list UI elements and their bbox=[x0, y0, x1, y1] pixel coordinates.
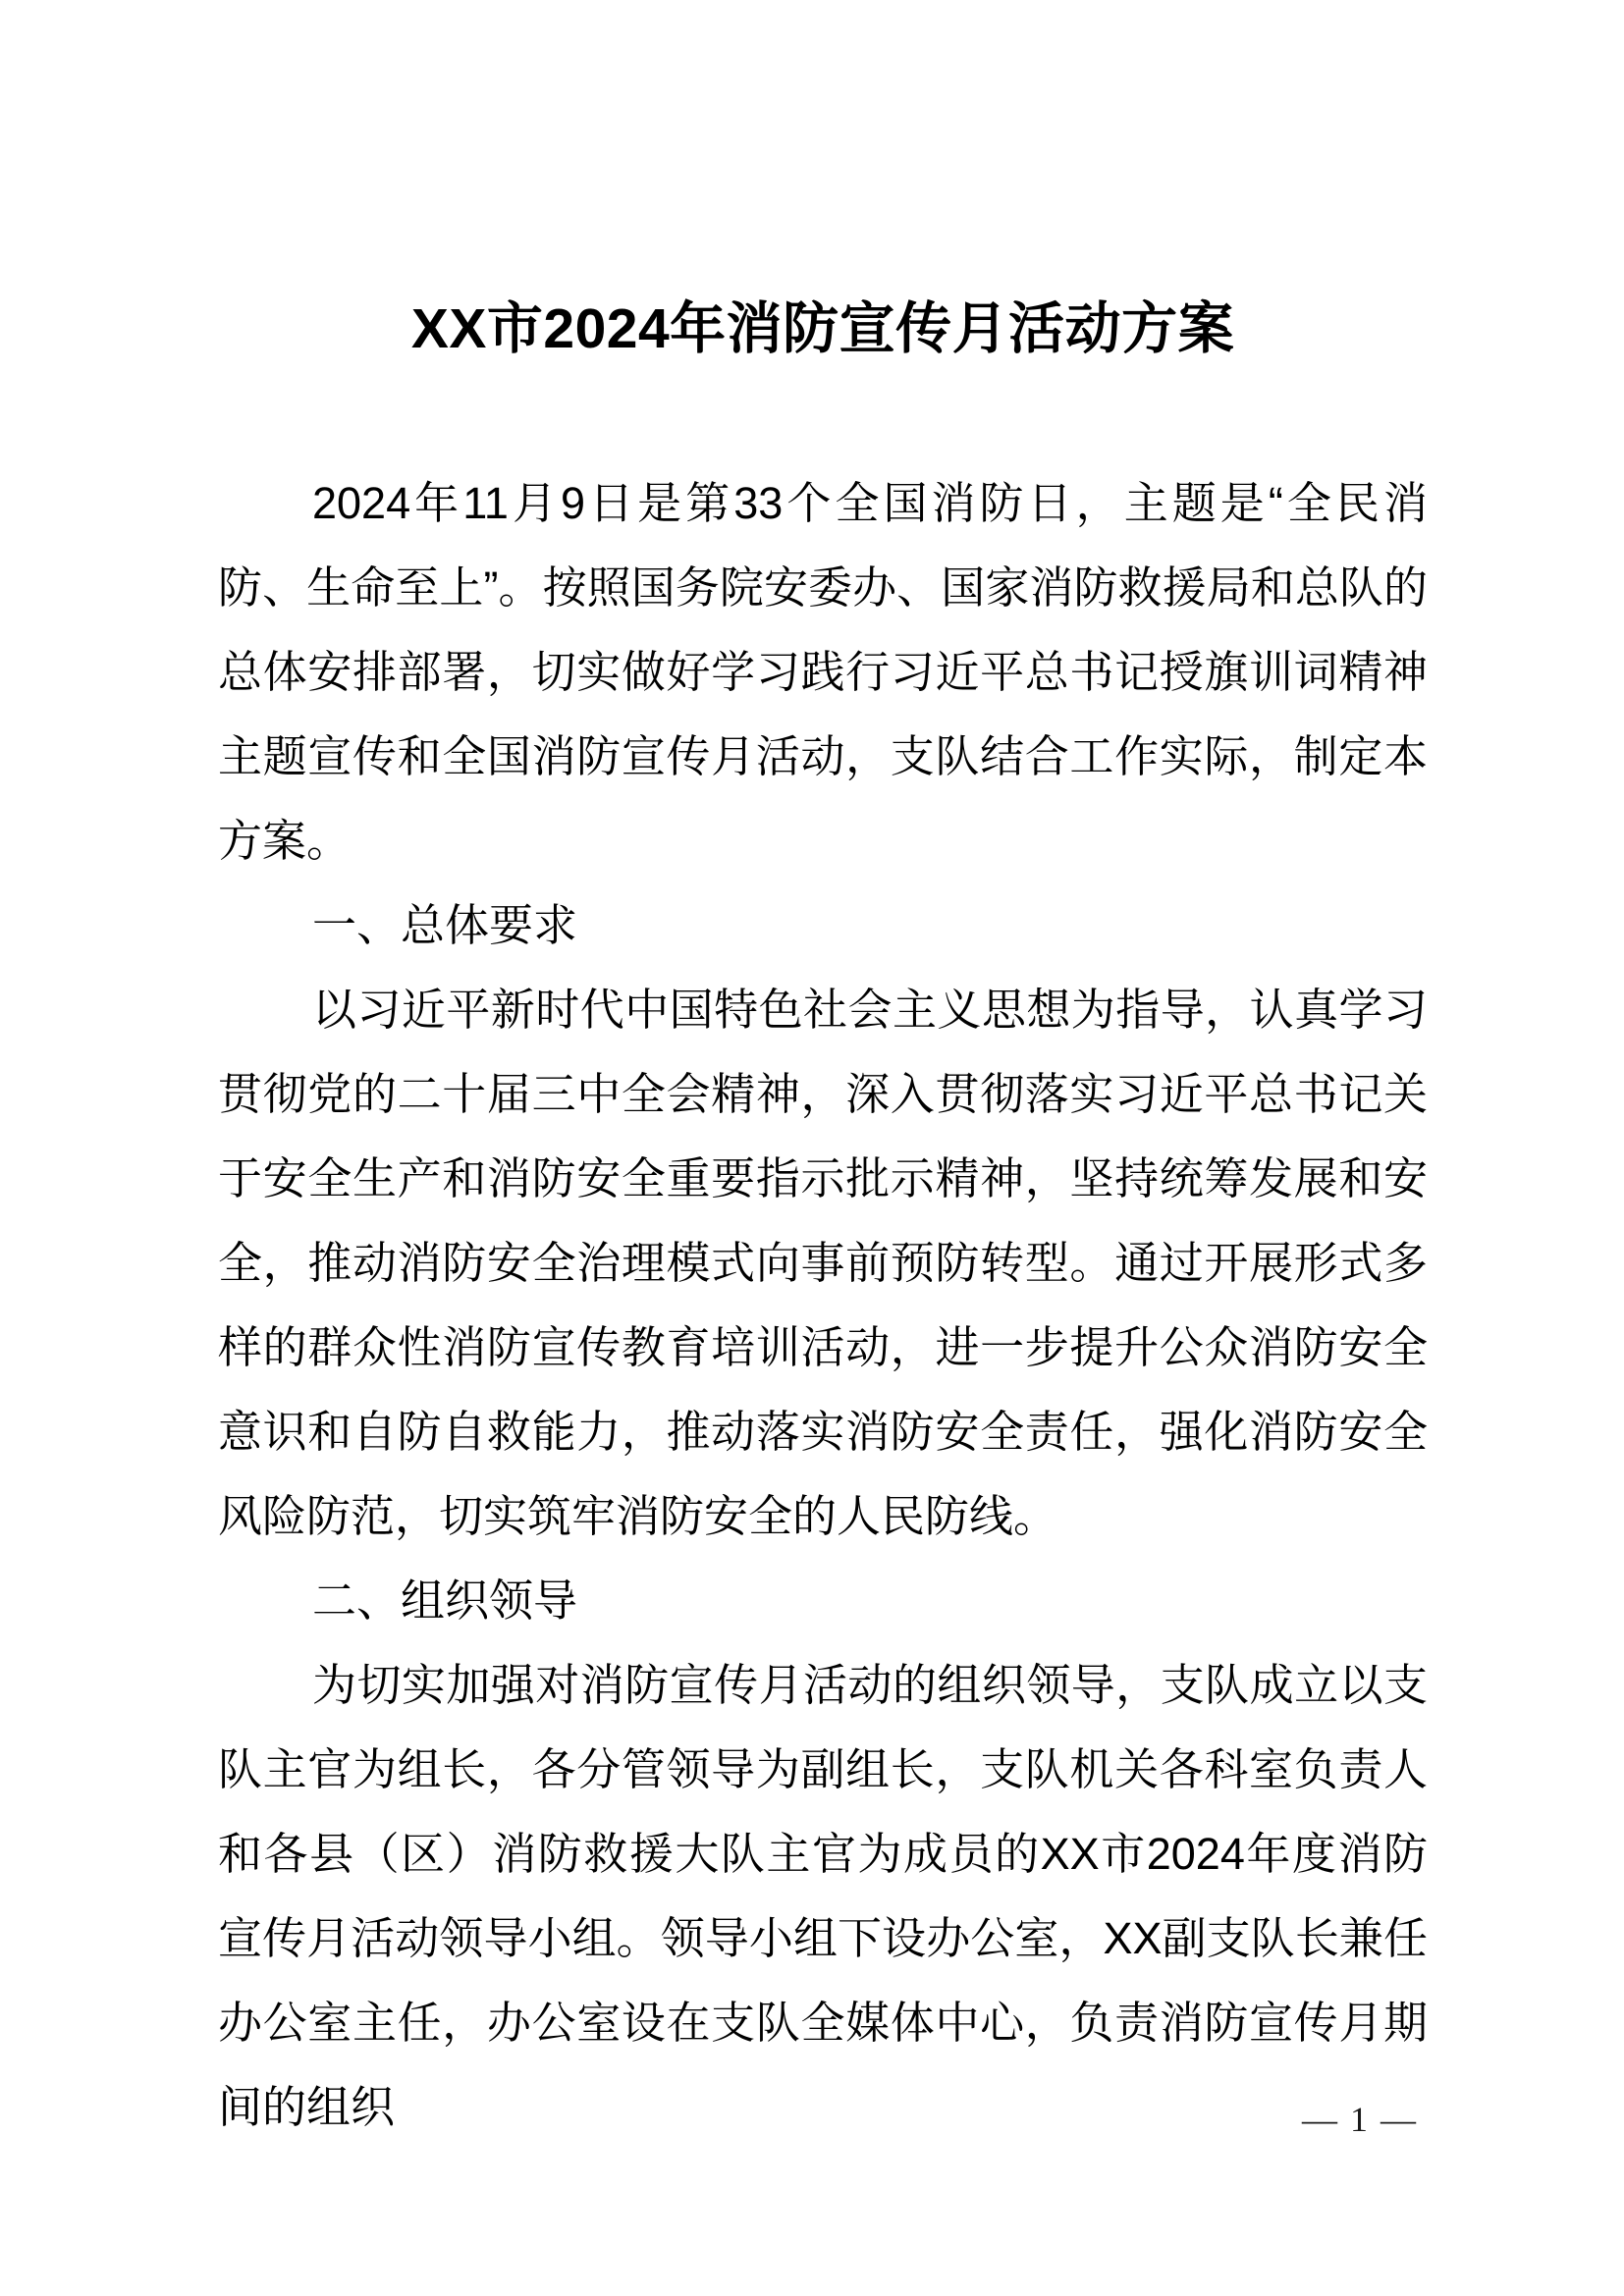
section-paragraph-1: 以习近平新时代中国特色社会主义思想为指导，认真学习贯彻党的二十届三中全会精神，深入贯彻落实习近平总书记关于安全生产和消防安全重要指示批示精神，坚持统筹发展和安全，推动消防安全治理模式向事前预防转型。通过开展形式多样的群众性消防宣传教育培训活动，进一步提升公众消防安全意识和自防自救能力，推动落实消防安全责任，强化消防安全风险防范，切实筑牢消防安全的人民防线。 bbox=[218, 985, 1428, 1541]
intro-paragraph: 2024年11月9日是第33个全国消防日，主题是“全民消防、生命至上”。按照国务院安委办、国家消防救援局和总队的总体安排部署，切实做好学习践行习近平总书记授旗训词精神主题宣传和全国消防宣传月活动，支队结合工作实际，制定本方案。 bbox=[218, 478, 1428, 866]
document-body bbox=[218, 461, 1428, 2150]
section-heading-2: 二、组织领导 bbox=[312, 1575, 578, 1626]
section-paragraph-2: 为切实加强对消防宣传月活动的组织领导，支队成立以支队主官为组长，各分管领导为副组长，支队机关各科室负责人和各县（区）消防救援大队主官为成员的XX市2024年度消防宣传月活动领导小组。领导小组下设办公室，XX副支队长兼任办公室主任，办公室设在支队全媒体中心，负责消防宣传月期间的组织 bbox=[218, 1660, 1428, 2132]
section-heading-1: 一、总体要求 bbox=[312, 900, 578, 950]
page-title: XX市2024年消防宣传月活动方案 bbox=[410, 297, 1235, 360]
page-number: — 1 — bbox=[1302, 2100, 1418, 2139]
